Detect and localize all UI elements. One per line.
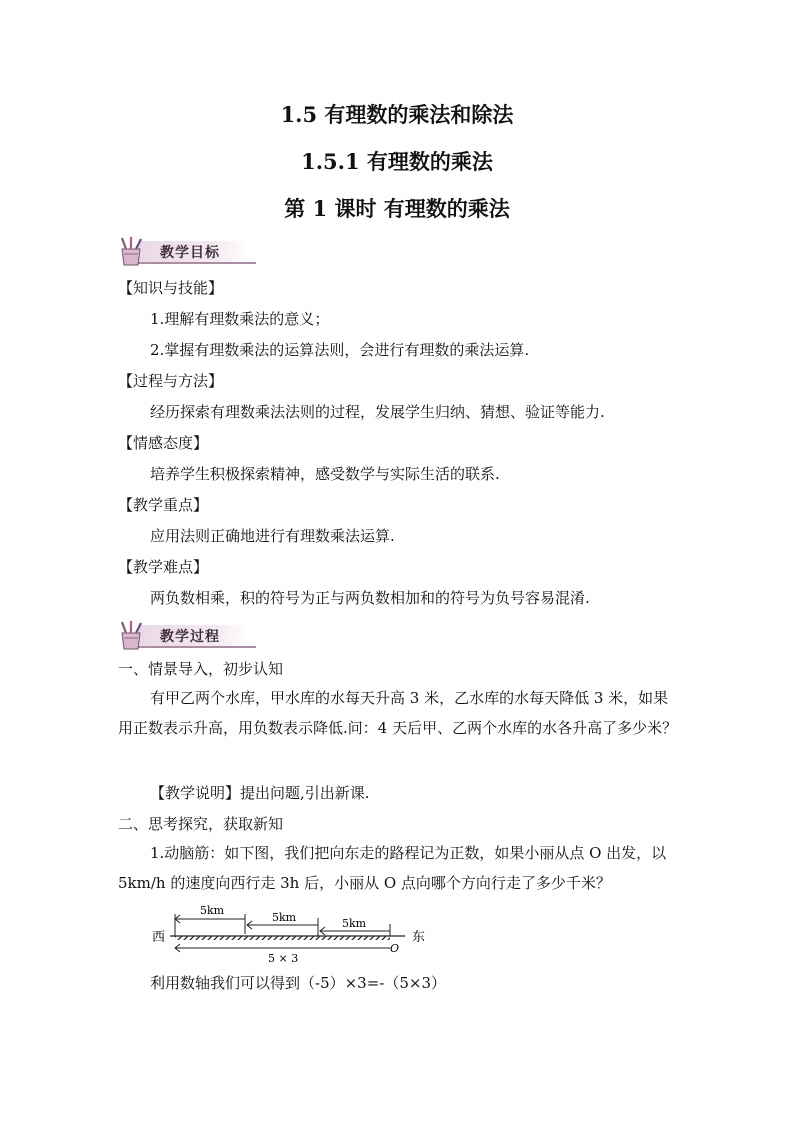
emotion-item-1: 培养学生积极探索精神，感受数学与实际生活的联系. [150,465,500,483]
objectives-badge [116,236,256,266]
knowledge-item-2: 2.掌握有理数乘法的运算法则，会进行有理数的乘法运算. [150,341,530,359]
objectives-badge-label: 教学目标 [160,245,220,261]
pencil-cup-icon [116,236,146,266]
number-line-diagram [140,900,440,966]
process-badge-label: 教学过程 [160,629,220,645]
difficulty-item-1: 两负数相乘，积的符号为正与两负数相加和的符号为负号容易混淆. [150,589,590,607]
section1-heading: 一、情景导入，初步认知 [118,660,284,678]
segment-label-1: 5km [200,904,225,917]
section-title: 1.5.1 有理数的乘法 [301,149,493,174]
segment-label-3: 5km [342,917,367,930]
difficulty-heading: 【教学难点】 [118,558,209,576]
section2-heading: 二、思考探究，获取新知 [118,815,284,833]
process-method-heading: 【过程与方法】 [118,372,224,390]
total-label: 5 × 3 [268,952,299,965]
main-title: 1.5 有理数的乘法和除法 [280,102,514,127]
process-method-item-1: 经历探索有理数乘法法则的过程，发展学生归纳、猜想、验证等能力. [150,403,605,421]
badge-underline [138,262,256,264]
lesson-title: 第 1 课时 有理数的乘法 [284,196,510,221]
segment-label-2: 5km [272,911,297,924]
key-point-item-1: 应用法则正确地进行有理数乘法运算. [150,527,395,545]
section1-paragraph: 有甲乙两个水库，甲水库的水每天升高 3 米，乙水库的水每天降低 3 米，如果用正数表示升高，用负数表示降低.问：4 天后甲、乙两个水库的水各升高了多少米？ [118,689,678,737]
east-label: 东 [412,930,426,945]
pencil-cup-icon [116,620,146,650]
origin-label: O [390,942,400,955]
section1-note: 【教学说明】提出问题,引出新课. [150,784,370,802]
west-label: 西 [152,930,166,945]
knowledge-item-1: 1.理解有理数乘法的意义； [150,310,330,328]
section2-paragraph: 1.动脑筋：如下图，我们把向东走的路程记为正数，如果小丽从点 O 出发，以 5km/h 的速度向西行走 3h 后，小丽从 O 点向哪个方向行走了多少千米？ [118,844,667,892]
process-badge [116,620,256,650]
badge-underline [138,646,256,648]
knowledge-heading: 【知识与技能】 [118,279,224,297]
key-point-heading: 【教学重点】 [118,496,209,514]
section2-result: 利用数轴我们可以得到（-5）×3=-（5×3） [150,974,447,992]
emotion-heading: 【情感态度】 [118,434,209,452]
